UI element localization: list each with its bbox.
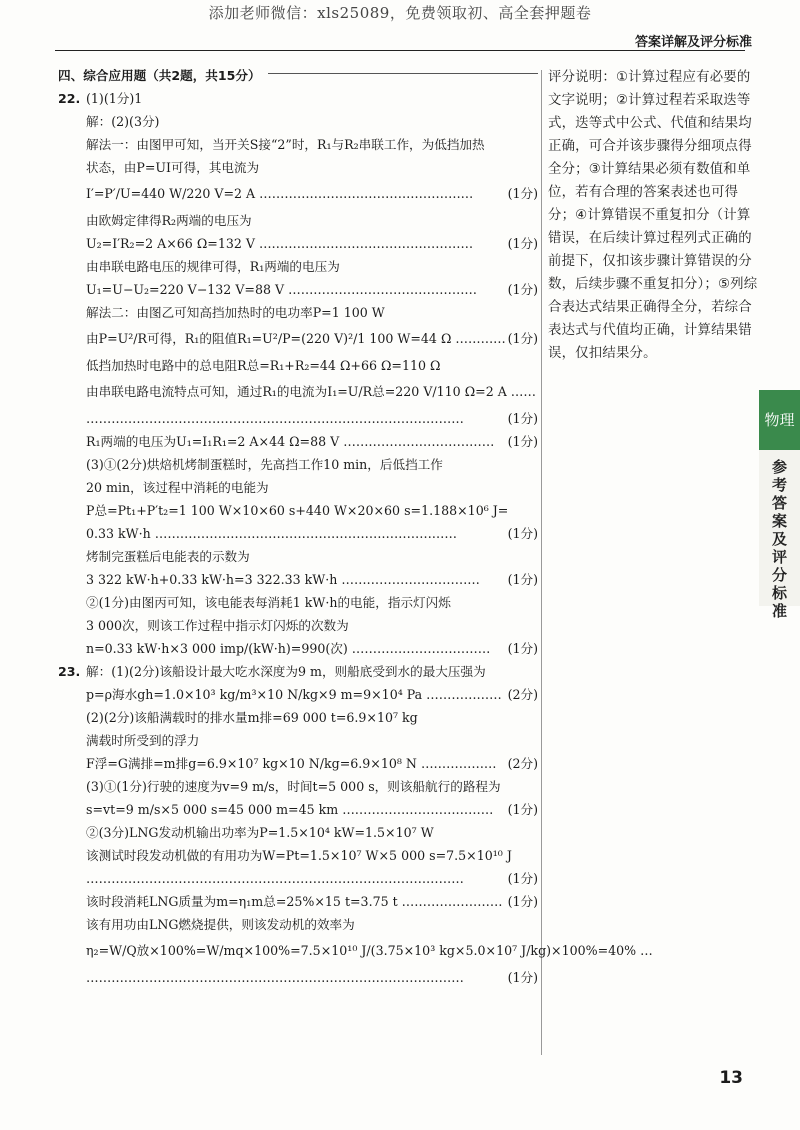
- answer-line: [58, 453, 538, 476]
- answer-line: [58, 545, 538, 568]
- answer-text: I′=P′/U=440 W/220 V=2 A ……………………………………………: [86, 186, 474, 201]
- answer-text: (3)①(2分)烘焙机烤制蛋糕时，先高挡工作10 min，后低挡工作: [86, 457, 443, 472]
- answer-line: [58, 522, 538, 545]
- answer-line: [58, 354, 538, 377]
- answer-line: [58, 798, 538, 821]
- answer-line: [58, 660, 538, 683]
- answer-text: 3 322 kW·h+0.33 kW·h=3 322.33 kW·h ……………………………: [86, 572, 480, 587]
- score-points: (1分): [507, 871, 538, 886]
- answer-line: [58, 499, 538, 522]
- score-points: (1分): [507, 970, 538, 985]
- side-tab: [759, 390, 800, 620]
- answer-text: 解：(1)(2分)该船设计最大吃水深度为9 m，则船底受到水的最大压强为: [86, 664, 486, 679]
- answer-text: 由串联电路电流特点可知，通过R₁的电流为I₁=U/R总=220 V/110 Ω=2 A ……: [86, 384, 536, 399]
- answer-text: 由欧姆定律得R₂两端的电压为: [86, 213, 252, 228]
- answer-line: [58, 301, 538, 324]
- score-points: (1分): [507, 236, 538, 251]
- score-points: (1分): [507, 526, 538, 541]
- answer-line: [58, 936, 653, 966]
- answer-line: [58, 179, 538, 209]
- answer-line: [58, 568, 538, 591]
- score-points: (1分): [507, 434, 538, 449]
- answer-line: [58, 110, 538, 133]
- answer-text: 满载时所受到的浮力: [86, 733, 200, 748]
- score-points: (1分): [507, 411, 538, 426]
- answer-text: (1)(1分)1: [86, 91, 143, 106]
- scoring-note: 评分说明：①计算过程应有必要的文字说明；②计算过程若采取迭等式，迭等式中公式、代值和结果均正确，可合并该步骤得分细项点得全分；③计算结果必须有数值和单位，若有合理的答案表述也可得分；④计算错误不重复扣分（计算错误，在后续计算过程列式正确的前提下，仅扣该步骤计算错误的分数，后续步骤不重复扣分）；⑤列综合表达式结果正确得全分，若综合表达式与代值均正确，计算结果错误，仅扣结果分。: [548, 70, 758, 361]
- answer-line: [58, 209, 538, 232]
- score-points: (1分): [507, 282, 538, 297]
- answer-line: [58, 821, 538, 844]
- subject-tab: 物理: [759, 390, 800, 450]
- answer-text: P总=Pt₁+P′t₂=1 100 W×10×60 s+440 W×20×60 s=1.188×10⁶ J=: [86, 503, 509, 518]
- answer-line: [58, 591, 538, 614]
- answer-text: 烤制完蛋糕后电能表的示数为: [86, 549, 250, 564]
- page-header-title: 答案详解及评分标准: [634, 35, 752, 50]
- answer-text: 该时段消耗LNG质量为m=η₁m总=25%×15 t=3.75 t ……………………: [86, 894, 503, 909]
- answer-text: 解：(2)(3分): [86, 114, 160, 129]
- answer-text: 低挡加热时电路中的总电阻R总=R₁+R₂=44 Ω+66 Ω=110 Ω: [86, 358, 441, 373]
- answer-line: [58, 430, 538, 453]
- answer-text: F浮=G满排=m排g=6.9×10⁷ kg×10 N/kg=6.9×10⁸ N ………………: [86, 756, 497, 771]
- note-divider: [541, 70, 542, 1055]
- answer-line: [58, 637, 538, 660]
- answer-text: 该有用功由LNG燃烧提供，则该发动机的效率为: [86, 917, 355, 932]
- answer-text: ②(1分)由图丙可知，该电能表每消耗1 kW·h的电能，指示灯闪烁: [86, 595, 451, 610]
- answer-line: [58, 867, 538, 890]
- answer-line: [58, 614, 538, 637]
- score-points: (1分): [507, 802, 538, 817]
- answer-line: [58, 476, 538, 499]
- answer-text: U₂=I′R₂=2 A×66 Ω=132 V ……………………………………………: [86, 236, 474, 251]
- answer-text: (2)(2分)该船满载时的排水量m排=69 000 t=6.9×10⁷ kg: [86, 710, 418, 725]
- side-tab-label: 参考答案及评分标准: [771, 458, 787, 620]
- score-points: (1分): [507, 186, 538, 201]
- answer-line: [58, 775, 538, 798]
- answer-line: [58, 87, 538, 110]
- score-points: (2分): [507, 756, 538, 771]
- answer-text: (3)①(1分)行驶的速度为v=9 m/s，时间t=5 000 s，则该船航行的路程为: [86, 779, 501, 794]
- answer-line: [58, 890, 538, 913]
- answer-line: [58, 255, 538, 278]
- question-number: 23.: [58, 664, 81, 679]
- score-points: (2分): [507, 687, 538, 702]
- answer-line: [58, 752, 538, 775]
- answer-text: n=0.33 kW·h×3 000 imp/(kW·h)=990(次) ……………………………: [86, 641, 491, 656]
- page-number: 13: [719, 1068, 743, 1088]
- answer-text: 解法二：由图乙可知高挡加热时的电功率P=1 100 W: [86, 305, 385, 320]
- score-points: (1分): [507, 331, 538, 346]
- answer-text: 3 000次，则该工作过程中指示灯闪烁的次数为: [86, 618, 349, 633]
- watermark-text: 添加老师微信：xls25089，免费领取初、高全套押题卷: [208, 4, 592, 22]
- answer-text: 20 min，该过程中消耗的电能为: [86, 480, 269, 495]
- answer-text: p=ρ海水gh=1.0×10³ kg/m³×10 N/kg×9 m=9×10⁴ Pa ………………: [86, 687, 502, 702]
- answer-line: [58, 133, 538, 156]
- answer-line: [58, 377, 538, 407]
- answer-text: 解法一：由图甲可知，当开关S接“2”时，R₁与R₂串联工作，为低挡加热: [86, 137, 485, 152]
- answer-line: [58, 232, 538, 255]
- answer-line: [58, 683, 538, 706]
- answer-text: ………………………………………………………………………………: [86, 970, 464, 985]
- answer-text: R₁两端的电压为U₁=I₁R₁=2 A×44 Ω=88 V ………………………………: [86, 434, 495, 449]
- answer-text: 该测试时段发动机做的有用功为W=Pt=1.5×10⁷ W×5 000 s=7.5×10¹⁰ J: [86, 848, 512, 863]
- answer-line: [58, 407, 538, 430]
- answer-line: [58, 706, 538, 729]
- answer-text: ………………………………………………………………………………: [86, 411, 464, 426]
- answer-text: 状态，由P=UI可得，其电流为: [86, 160, 260, 175]
- header-rule: [55, 50, 745, 51]
- score-points: (1分): [507, 641, 538, 656]
- answer-line: [58, 844, 538, 867]
- answer-text: 由P=U²/R可得，R₁的阻值R₁=U²/P=(220 V)²/1 100 W=44 Ω …………: [86, 331, 506, 346]
- score-points: (1分): [507, 572, 538, 587]
- answer-text: 由串联电路电压的规律可得，R₁两端的电压为: [86, 259, 340, 274]
- answer-line: [58, 966, 538, 989]
- question-number: 22.: [58, 91, 81, 106]
- answer-text: ②(3分)LNG发动机输出功率为P=1.5×10⁴ kW=1.5×10⁷ W: [86, 825, 434, 840]
- score-points: (1分): [507, 894, 538, 909]
- answer-line: [58, 913, 538, 936]
- answer-lines: [58, 87, 653, 989]
- answer-text: η₂=W/Q放×100%=W/mq×100%=7.5×10¹⁰ J/(3.75×10³ kg×5.0×10⁷ J/kg)×100%=40% …: [86, 943, 653, 958]
- answer-line: [58, 324, 538, 354]
- answer-line: [58, 156, 538, 179]
- answer-line: [58, 278, 538, 301]
- answer-text: 0.33 kW·h ………………………………………………………………: [86, 526, 457, 541]
- section-title: 四、综合应用题（共2题，共15分）: [58, 68, 261, 83]
- answer-text: U₁=U−U₂=220 V−132 V=88 V ………………………………………: [86, 282, 478, 297]
- answer-text: ………………………………………………………………………………: [86, 871, 464, 886]
- answer-text: s=vt=9 m/s×5 000 s=45 000 m=45 km ………………………………: [86, 802, 494, 817]
- answer-line: [58, 729, 538, 752]
